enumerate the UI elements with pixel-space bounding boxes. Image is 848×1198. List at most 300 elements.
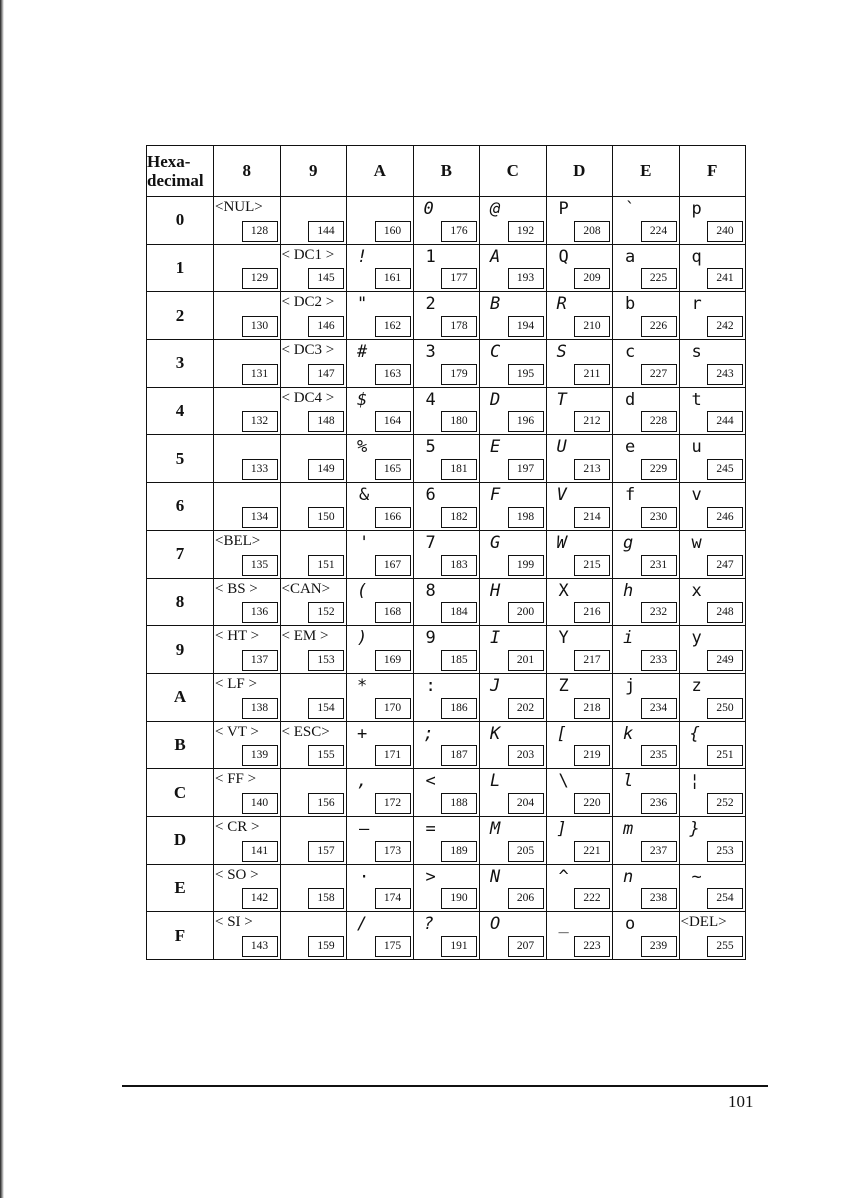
character-glyph: U xyxy=(556,437,567,458)
character-glyph: I xyxy=(490,628,501,649)
character-glyph: k xyxy=(623,723,634,744)
code-cell xyxy=(214,387,281,435)
decimal-code-box: 253 xyxy=(707,841,743,862)
character-glyph: [ xyxy=(556,723,567,744)
decimal-code-box: 165 xyxy=(375,459,411,480)
decimal-code-box: 138 xyxy=(242,698,278,719)
character-glyph: A xyxy=(490,246,501,267)
character-glyph: <NUL> xyxy=(215,199,263,215)
code-cell xyxy=(613,292,680,340)
decimal-code-box: 152 xyxy=(308,602,344,623)
code-cell xyxy=(214,435,281,483)
character-glyph: y xyxy=(691,628,702,649)
decimal-code-box: 177 xyxy=(441,268,477,289)
code-cell xyxy=(546,435,613,483)
character-glyph: K xyxy=(490,723,501,744)
decimal-code-box: 255 xyxy=(707,936,743,957)
column-header: F xyxy=(679,146,746,197)
decimal-code-box: 225 xyxy=(641,268,677,289)
character-glyph: a xyxy=(625,246,636,267)
character-glyph: s xyxy=(691,342,702,363)
code-cell xyxy=(347,292,414,340)
table-row xyxy=(147,721,746,769)
character-glyph: 0 xyxy=(423,199,434,219)
code-cell xyxy=(280,387,347,435)
decimal-code-box: 179 xyxy=(441,364,477,385)
character-glyph: x xyxy=(691,580,702,601)
code-cell xyxy=(280,483,347,531)
code-cell xyxy=(613,673,680,721)
character-glyph: p xyxy=(691,199,702,219)
row-header: 1 xyxy=(147,244,214,292)
code-cell xyxy=(613,626,680,674)
code-cell xyxy=(546,483,613,531)
code-cell xyxy=(413,912,480,960)
decimal-code-box: 182 xyxy=(441,507,477,528)
character-glyph: h xyxy=(623,580,634,601)
character-glyph: < ESC> xyxy=(281,723,330,740)
code-cell xyxy=(679,292,746,340)
character-glyph: ' xyxy=(359,532,370,553)
code-cell xyxy=(480,483,547,531)
code-cell xyxy=(413,626,480,674)
code-cell xyxy=(280,292,347,340)
character-glyph: 2 xyxy=(425,294,436,315)
decimal-code-box: 181 xyxy=(441,459,477,480)
code-cell xyxy=(280,197,347,245)
code-cell xyxy=(546,292,613,340)
character-glyph: ( xyxy=(357,580,368,601)
code-cell xyxy=(413,292,480,340)
character-glyph: 3 xyxy=(425,342,436,363)
decimal-code-box: 206 xyxy=(508,888,544,909)
code-cell xyxy=(480,816,547,864)
table-row xyxy=(147,673,746,721)
decimal-code-box: 133 xyxy=(242,459,278,480)
decimal-code-box: 250 xyxy=(707,698,743,719)
column-header: 9 xyxy=(280,146,347,197)
character-code-table xyxy=(146,145,746,960)
decimal-code-box: 221 xyxy=(574,841,610,862)
decimal-code-box: 188 xyxy=(441,793,477,814)
code-cell xyxy=(613,197,680,245)
decimal-code-box: 178 xyxy=(441,316,477,337)
table-row xyxy=(147,769,746,817)
character-glyph: \ xyxy=(558,771,569,792)
decimal-code-box: 234 xyxy=(641,698,677,719)
code-cell xyxy=(679,769,746,817)
decimal-code-box: 209 xyxy=(574,268,610,289)
decimal-code-box: 166 xyxy=(375,507,411,528)
character-glyph: Q xyxy=(558,246,569,267)
code-cell xyxy=(413,483,480,531)
row-header: 4 xyxy=(147,387,214,435)
hexadecimal-header xyxy=(147,146,214,197)
code-cell xyxy=(613,387,680,435)
character-glyph: B xyxy=(490,294,501,315)
decimal-code-box: 211 xyxy=(574,364,610,385)
decimal-code-box: 237 xyxy=(641,841,677,862)
character-glyph: ) xyxy=(357,628,368,649)
character-glyph: T xyxy=(556,389,567,410)
decimal-code-box: 168 xyxy=(375,602,411,623)
decimal-code-box: 129 xyxy=(242,268,278,289)
code-cell xyxy=(480,197,547,245)
table-row xyxy=(147,340,746,388)
character-glyph: X xyxy=(558,580,569,601)
decimal-code-box: 247 xyxy=(707,555,743,576)
decimal-code-box: 153 xyxy=(308,650,344,671)
code-cell xyxy=(480,340,547,388)
code-cell xyxy=(214,578,281,626)
decimal-code-box: 201 xyxy=(508,650,544,671)
code-cell xyxy=(679,673,746,721)
decimal-code-box: 212 xyxy=(574,411,610,432)
character-glyph: O xyxy=(490,914,501,935)
code-cell xyxy=(347,864,414,912)
table-row xyxy=(147,912,746,960)
character-glyph: <BEL> xyxy=(215,532,261,549)
decimal-code-box: 180 xyxy=(441,411,477,432)
code-cell xyxy=(413,864,480,912)
character-glyph: g xyxy=(623,532,634,553)
decimal-code-box: 203 xyxy=(508,745,544,766)
hexadecimal-header-line2: decimal xyxy=(147,171,204,190)
code-cell xyxy=(413,721,480,769)
decimal-code-box: 172 xyxy=(375,793,411,814)
code-cell xyxy=(480,721,547,769)
decimal-code-box: 200 xyxy=(508,602,544,623)
code-cell xyxy=(613,912,680,960)
character-glyph: L xyxy=(490,771,501,792)
character-glyph: l xyxy=(623,771,634,792)
decimal-code-box: 232 xyxy=(641,602,677,623)
code-cell xyxy=(280,578,347,626)
table-row xyxy=(147,626,746,674)
code-cell xyxy=(546,816,613,864)
decimal-code-box: 186 xyxy=(441,698,477,719)
code-cell xyxy=(347,340,414,388)
decimal-code-box: 219 xyxy=(574,745,610,766)
decimal-code-box: 207 xyxy=(508,936,544,957)
decimal-code-box: 137 xyxy=(242,650,278,671)
character-glyph: w xyxy=(691,532,702,553)
decimal-code-box: 150 xyxy=(308,507,344,528)
code-cell xyxy=(613,340,680,388)
row-header: 6 xyxy=(147,483,214,531)
decimal-code-box: 167 xyxy=(375,555,411,576)
decimal-code-box: 160 xyxy=(375,221,411,242)
page-number: 101 xyxy=(728,1092,754,1111)
decimal-code-box: 199 xyxy=(508,555,544,576)
row-header: 8 xyxy=(147,578,214,626)
code-cell xyxy=(413,244,480,292)
character-glyph: & xyxy=(359,485,370,506)
code-cell xyxy=(413,673,480,721)
code-cell xyxy=(347,673,414,721)
decimal-code-box: 239 xyxy=(641,936,677,957)
code-cell xyxy=(546,626,613,674)
decimal-code-box: 249 xyxy=(707,650,743,671)
decimal-code-box: 242 xyxy=(707,316,743,337)
table-row xyxy=(147,864,746,912)
code-cell xyxy=(480,244,547,292)
decimal-code-box: 217 xyxy=(574,650,610,671)
code-cell xyxy=(613,578,680,626)
decimal-code-box: 224 xyxy=(641,221,677,242)
character-glyph: 6 xyxy=(425,485,436,506)
table-row xyxy=(147,197,746,245)
decimal-code-box: 183 xyxy=(441,555,477,576)
decimal-code-box: 154 xyxy=(308,698,344,719)
decimal-code-box: 222 xyxy=(574,888,610,909)
character-glyph: < VT > xyxy=(215,723,259,740)
code-cell xyxy=(214,197,281,245)
code-cell xyxy=(613,769,680,817)
code-cell xyxy=(214,673,281,721)
decimal-code-box: 187 xyxy=(441,745,477,766)
code-cell xyxy=(613,530,680,578)
code-cell xyxy=(679,721,746,769)
decimal-code-box: 252 xyxy=(707,793,743,814)
code-cell xyxy=(546,244,613,292)
character-glyph: E xyxy=(490,437,501,458)
character-glyph: + xyxy=(357,723,368,744)
decimal-code-box: 173 xyxy=(375,841,411,862)
character-glyph: <DEL> xyxy=(680,914,727,931)
code-cell xyxy=(480,864,547,912)
character-glyph: > xyxy=(425,866,436,887)
character-glyph: ? xyxy=(423,914,434,935)
character-glyph: " xyxy=(357,294,368,315)
character-glyph: Z xyxy=(558,675,569,696)
code-cell xyxy=(280,626,347,674)
decimal-code-box: 193 xyxy=(508,268,544,289)
table-row xyxy=(147,530,746,578)
character-glyph: < DC3 > xyxy=(281,342,335,359)
code-cell xyxy=(480,912,547,960)
code-cell xyxy=(214,292,281,340)
character-glyph: q xyxy=(691,246,702,267)
decimal-code-box: 146 xyxy=(308,316,344,337)
character-glyph: < DC4 > xyxy=(281,389,335,406)
character-glyph: t xyxy=(691,389,702,410)
decimal-code-box: 140 xyxy=(242,793,278,814)
code-cell xyxy=(280,435,347,483)
code-cell xyxy=(214,864,281,912)
scan-edge xyxy=(0,0,4,1198)
code-cell xyxy=(679,578,746,626)
character-glyph: @ xyxy=(490,199,501,219)
table-row xyxy=(147,816,746,864)
code-cell xyxy=(679,435,746,483)
decimal-code-box: 246 xyxy=(707,507,743,528)
decimal-code-box: 251 xyxy=(707,745,743,766)
column-header: E xyxy=(613,146,680,197)
character-glyph: 4 xyxy=(425,389,436,410)
character-glyph: * xyxy=(357,675,368,696)
decimal-code-box: 213 xyxy=(574,459,610,480)
decimal-code-box: 141 xyxy=(242,841,278,862)
code-cell xyxy=(480,769,547,817)
character-glyph: { xyxy=(689,723,700,744)
code-cell xyxy=(347,435,414,483)
code-cell xyxy=(413,530,480,578)
decimal-code-box: 226 xyxy=(641,316,677,337)
character-glyph: d xyxy=(625,389,636,410)
decimal-code-box: 218 xyxy=(574,698,610,719)
character-glyph: < LF > xyxy=(215,675,257,692)
decimal-code-box: 157 xyxy=(308,841,344,862)
code-cell xyxy=(280,244,347,292)
decimal-code-box: 147 xyxy=(308,364,344,385)
decimal-code-box: 228 xyxy=(641,411,677,432)
decimal-code-box: 163 xyxy=(375,364,411,385)
decimal-code-box: 220 xyxy=(574,793,610,814)
code-cell xyxy=(347,197,414,245)
character-glyph: u xyxy=(691,437,702,458)
row-header: F xyxy=(147,912,214,960)
code-cell xyxy=(280,816,347,864)
character-glyph: 8 xyxy=(425,580,436,601)
character-glyph: H xyxy=(490,580,501,601)
character-glyph: 9 xyxy=(425,628,436,649)
decimal-code-box: 210 xyxy=(574,316,610,337)
code-cell xyxy=(280,721,347,769)
character-glyph: ^ xyxy=(558,866,569,887)
character-glyph: S xyxy=(556,342,567,363)
code-cell xyxy=(214,626,281,674)
character-glyph: < EM > xyxy=(281,628,329,645)
code-cell xyxy=(546,530,613,578)
code-cell xyxy=(347,626,414,674)
decimal-code-box: 191 xyxy=(441,936,477,957)
code-cell xyxy=(546,340,613,388)
character-glyph: _ xyxy=(558,914,569,935)
code-cell xyxy=(347,721,414,769)
character-glyph: 1 xyxy=(425,246,436,267)
character-glyph: ` xyxy=(625,199,636,219)
code-cell xyxy=(413,340,480,388)
character-glyph: < SO > xyxy=(215,866,259,883)
decimal-code-box: 171 xyxy=(375,745,411,766)
table-row xyxy=(147,578,746,626)
decimal-code-box: 151 xyxy=(308,555,344,576)
table-row xyxy=(147,292,746,340)
code-cell xyxy=(347,769,414,817)
decimal-code-box: 254 xyxy=(707,888,743,909)
decimal-code-box: 245 xyxy=(707,459,743,480)
decimal-code-box: 131 xyxy=(242,364,278,385)
code-cell xyxy=(413,387,480,435)
code-cell xyxy=(214,340,281,388)
character-glyph: 7 xyxy=(425,532,436,553)
code-cell xyxy=(480,387,547,435)
row-header: D xyxy=(147,816,214,864)
decimal-code-box: 135 xyxy=(242,555,278,576)
code-cell xyxy=(347,244,414,292)
decimal-code-box: 202 xyxy=(508,698,544,719)
code-cell xyxy=(679,626,746,674)
decimal-code-box: 194 xyxy=(508,316,544,337)
code-cell xyxy=(613,816,680,864)
row-header: 3 xyxy=(147,340,214,388)
decimal-code-box: 248 xyxy=(707,602,743,623)
character-glyph: $ xyxy=(357,389,368,410)
code-cell xyxy=(480,530,547,578)
decimal-code-box: 204 xyxy=(508,793,544,814)
character-glyph: } xyxy=(689,818,700,839)
decimal-code-box: 241 xyxy=(707,268,743,289)
decimal-code-box: 130 xyxy=(242,316,278,337)
character-glyph: < CR > xyxy=(215,818,260,835)
code-cell xyxy=(480,673,547,721)
row-header: 7 xyxy=(147,530,214,578)
character-glyph: < HT > xyxy=(215,628,260,645)
decimal-code-box: 128 xyxy=(242,221,278,242)
code-cell xyxy=(679,864,746,912)
row-header: C xyxy=(147,769,214,817)
code-cell xyxy=(413,769,480,817)
row-header: 5 xyxy=(147,435,214,483)
character-glyph: ] xyxy=(556,818,567,839)
code-cell xyxy=(546,864,613,912)
character-glyph: 5 xyxy=(425,437,436,458)
code-cell xyxy=(280,340,347,388)
decimal-code-box: 145 xyxy=(308,268,344,289)
decimal-code-box: 159 xyxy=(308,936,344,957)
decimal-code-box: 161 xyxy=(375,268,411,289)
code-cell xyxy=(280,769,347,817)
character-glyph: < DC1 > xyxy=(281,246,335,263)
decimal-code-box: 175 xyxy=(375,936,411,957)
decimal-code-box: 208 xyxy=(574,221,610,242)
code-cell xyxy=(679,340,746,388)
character-glyph: n xyxy=(623,866,634,887)
column-header: 8 xyxy=(214,146,281,197)
character-glyph: ! xyxy=(357,246,368,267)
character-glyph: e xyxy=(625,437,636,458)
character-glyph: c xyxy=(625,342,636,363)
decimal-code-box: 176 xyxy=(441,221,477,242)
code-cell xyxy=(613,721,680,769)
code-cell xyxy=(347,912,414,960)
header-row xyxy=(147,146,746,197)
decimal-code-box: 149 xyxy=(308,459,344,480)
code-cell xyxy=(413,816,480,864)
column-header: D xyxy=(546,146,613,197)
column-header: C xyxy=(480,146,547,197)
decimal-code-box: 156 xyxy=(308,793,344,814)
character-glyph: – xyxy=(359,818,370,839)
character-glyph: C xyxy=(490,342,501,363)
table-body xyxy=(147,197,746,960)
code-cell xyxy=(280,530,347,578)
decimal-code-box: 195 xyxy=(508,364,544,385)
decimal-code-box: 190 xyxy=(441,888,477,909)
decimal-code-box: 143 xyxy=(242,936,278,957)
character-glyph: Y xyxy=(558,628,569,649)
decimal-code-box: 215 xyxy=(574,555,610,576)
decimal-code-box: 240 xyxy=(707,221,743,242)
code-cell xyxy=(480,626,547,674)
character-glyph: F xyxy=(490,485,501,506)
code-cell xyxy=(480,435,547,483)
code-cell xyxy=(546,769,613,817)
code-cell xyxy=(214,721,281,769)
character-glyph: < SI > xyxy=(215,914,253,931)
code-cell xyxy=(347,530,414,578)
